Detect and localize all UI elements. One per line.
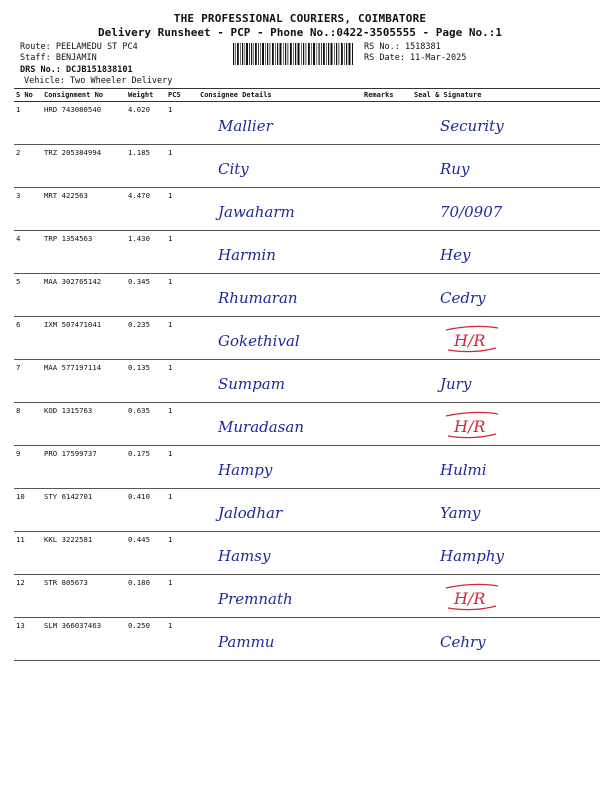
consignee-handwriting (200, 578, 356, 612)
consignee-handwriting (200, 621, 356, 655)
company-title: THE PROFESSIONAL COURIERS, COIMBATORE (173, 12, 427, 25)
row-sno: 3 (14, 188, 42, 231)
consignee-handwriting-text: Mallier (218, 117, 273, 135)
row-pcs: 1 (166, 618, 198, 661)
table-row (14, 446, 600, 489)
row-consignee-signature (198, 188, 362, 231)
row-consignment-no: HRD 743080540 (42, 102, 126, 145)
row-consignee-signature (198, 102, 362, 145)
row-consignee-signature (198, 446, 362, 489)
row-pcs: 1 (166, 532, 198, 575)
row-consignment-no: KOD 1315763 (42, 403, 126, 446)
row-consignee-signature (198, 489, 362, 532)
row-weight: 1.185 (126, 145, 166, 188)
table-row (14, 317, 600, 360)
row-consignee-signature (198, 145, 362, 188)
consignee-handwriting-text: Jalodhar (218, 504, 283, 522)
seal-handwriting (414, 277, 600, 311)
row-weight: 0.345 (126, 274, 166, 317)
row-weight: 4.020 (126, 102, 166, 145)
rs-date: RS Date: 11-Mar-2025 (364, 53, 467, 63)
row-remarks (362, 145, 412, 188)
table-row (14, 360, 600, 403)
seal-handwriting-text: Jury (440, 375, 472, 393)
row-pcs: 1 (166, 575, 198, 618)
col-weight: Weight (126, 89, 166, 102)
row-remarks (362, 489, 412, 532)
row-consignment-no: PRO 17599737 (42, 446, 126, 489)
col-seal-signature: Seal & Signature (412, 89, 600, 102)
consignee-handwriting-text: Sumpam (218, 375, 285, 393)
row-sno: 2 (14, 145, 42, 188)
consignee-handwriting-text: Jawaharm (218, 203, 295, 221)
row-sno: 9 (14, 446, 42, 489)
table-row (14, 274, 600, 317)
route-label: Route: PEELAMEDU ST PC4 (20, 42, 138, 52)
staff-label: Staff: BENJAMIN (20, 53, 97, 63)
row-seal-signature (412, 532, 600, 575)
row-pcs: 1 (166, 274, 198, 317)
consignee-handwriting-text: Premnath (218, 590, 293, 608)
table-row (14, 532, 600, 575)
row-sno: 4 (14, 231, 42, 274)
seal-handwriting (414, 578, 600, 612)
row-consignment-no: MAA 302765142 (42, 274, 126, 317)
table-row (14, 403, 600, 446)
seal-handwriting (414, 406, 600, 440)
row-sno: 6 (14, 317, 42, 360)
col-consignment: Consignment No (42, 89, 126, 102)
row-consignment-no: STY 6142701 (42, 489, 126, 532)
row-consignee-signature (198, 317, 362, 360)
seal-handwriting (414, 363, 600, 397)
row-seal-signature (412, 446, 600, 489)
row-seal-signature (412, 145, 600, 188)
seal-handwriting-text: Cedry (440, 289, 486, 307)
row-remarks (362, 317, 412, 360)
table-row (14, 231, 600, 274)
row-remarks (362, 403, 412, 446)
row-remarks (362, 360, 412, 403)
table-row (14, 188, 600, 231)
consignee-handwriting-text: Harmin (218, 246, 276, 264)
consignee-handwriting (200, 191, 356, 225)
consignee-handwriting-text: Gokethival (218, 332, 300, 350)
row-sno: 13 (14, 618, 42, 661)
consignee-handwriting (200, 234, 356, 268)
barcode-image (232, 43, 354, 65)
row-consignee-signature (198, 532, 362, 575)
runsheet-subtitle: Delivery Runsheet - PCP - Phone No.:0422-3505555 - Page No.:1 (98, 26, 502, 39)
row-weight: 1.430 (126, 231, 166, 274)
table-row (14, 489, 600, 532)
seal-handwriting (414, 191, 600, 225)
row-weight: 0.410 (126, 489, 166, 532)
drs-number: DRS No.: DCJB151838101 (20, 65, 133, 75)
row-consignee-signature (198, 231, 362, 274)
row-pcs: 1 (166, 102, 198, 145)
row-seal-signature (412, 403, 600, 446)
row-remarks (362, 446, 412, 489)
col-remarks: Remarks (362, 89, 412, 102)
row-consignee-signature (198, 403, 362, 446)
row-weight: 4.470 (126, 188, 166, 231)
row-consignee-signature (198, 618, 362, 661)
row-weight: 0.445 (126, 532, 166, 575)
row-pcs: 1 (166, 231, 198, 274)
consignee-handwriting (200, 492, 356, 526)
row-weight: 0.235 (126, 317, 166, 360)
row-consignment-no: TRP 1354563 (42, 231, 126, 274)
table-row (14, 618, 600, 661)
row-pcs: 1 (166, 145, 198, 188)
consignee-handwriting-text: Hamsy (218, 547, 271, 565)
row-seal-signature (412, 231, 600, 274)
seal-handwriting-text: Ruy (440, 160, 470, 178)
row-seal-signature (412, 360, 600, 403)
seal-handwriting-text: Cehry (440, 633, 486, 651)
row-remarks (362, 274, 412, 317)
row-pcs: 1 (166, 489, 198, 532)
row-pcs: 1 (166, 360, 198, 403)
seal-handwriting-text: Hamphy (440, 547, 504, 565)
row-sno: 12 (14, 575, 42, 618)
table-row (14, 145, 600, 188)
consignee-handwriting (200, 363, 356, 397)
row-pcs: 1 (166, 188, 198, 231)
seal-handwriting-text: 70/0907 (440, 203, 503, 221)
row-consignment-no: KKL 3222581 (42, 532, 126, 575)
table-header-row (14, 89, 600, 102)
seal-handwriting-text: Yamy (440, 504, 481, 522)
seal-handwriting (414, 105, 600, 139)
col-consignee: Consignee Details (198, 89, 362, 102)
seal-handwriting-text: Security (440, 117, 504, 135)
seal-handwriting-text: Hey (440, 246, 471, 264)
col-pcs: PCS (166, 89, 198, 102)
row-pcs: 1 (166, 317, 198, 360)
row-sno: 10 (14, 489, 42, 532)
row-remarks (362, 231, 412, 274)
table-row (14, 575, 600, 618)
row-consignee-signature (198, 360, 362, 403)
row-remarks (362, 102, 412, 145)
row-consignee-signature (198, 575, 362, 618)
table-row (14, 102, 600, 145)
row-remarks (362, 532, 412, 575)
runsheet-table (14, 88, 600, 661)
consignee-handwriting-text: City (218, 160, 249, 178)
vehicle-label: Vehicle: Two Wheeler Delivery (24, 76, 173, 86)
seal-handwriting (414, 148, 600, 182)
row-remarks (362, 188, 412, 231)
row-weight: 0.175 (126, 446, 166, 489)
rs-number: RS No.: 1518381 (364, 42, 441, 52)
consignee-handwriting-text: Rhumaran (218, 289, 298, 307)
row-pcs: 1 (166, 403, 198, 446)
row-remarks (362, 575, 412, 618)
row-consignee-signature (198, 274, 362, 317)
seal-handwriting (414, 535, 600, 569)
consignee-handwriting (200, 105, 356, 139)
seal-handwriting-text: H/R (454, 417, 486, 436)
row-seal-signature (412, 489, 600, 532)
row-weight: 0.635 (126, 403, 166, 446)
seal-handwriting (414, 449, 600, 483)
seal-handwriting-text: H/R (454, 331, 486, 350)
row-seal-signature (412, 102, 600, 145)
seal-handwriting-text: Hulmi (440, 461, 487, 479)
row-consignment-no: STR 805673 (42, 575, 126, 618)
consignee-handwriting (200, 148, 356, 182)
consignee-handwriting (200, 535, 356, 569)
row-seal-signature (412, 317, 600, 360)
consignee-handwriting-text: Hampy (218, 461, 273, 479)
consignee-handwriting (200, 406, 356, 440)
consignee-handwriting-text: Pammu (218, 633, 275, 651)
row-weight: 0.135 (126, 360, 166, 403)
row-seal-signature (412, 575, 600, 618)
consignee-handwriting (200, 320, 356, 354)
row-sno: 8 (14, 403, 42, 446)
consignee-handwriting (200, 277, 356, 311)
row-weight: 0.180 (126, 575, 166, 618)
row-seal-signature (412, 188, 600, 231)
row-weight: 0.250 (126, 618, 166, 661)
consignee-handwriting (200, 449, 356, 483)
row-consignment-no: IXM 507471041 (42, 317, 126, 360)
row-consignment-no: SLM 366037463 (42, 618, 126, 661)
seal-handwriting (414, 621, 600, 655)
consignee-handwriting-text: Muradasan (218, 418, 304, 436)
seal-handwriting (414, 234, 600, 268)
row-remarks (362, 618, 412, 661)
row-sno: 11 (14, 532, 42, 575)
row-consignment-no: MRT 422563 (42, 188, 126, 231)
row-sno: 1 (14, 102, 42, 145)
seal-handwriting-text: H/R (454, 589, 486, 608)
seal-handwriting (414, 492, 600, 526)
seal-handwriting (414, 320, 600, 354)
row-sno: 5 (14, 274, 42, 317)
row-consignment-no: MAA 577197114 (42, 360, 126, 403)
col-sno: S No (14, 89, 42, 102)
row-seal-signature (412, 274, 600, 317)
row-seal-signature (412, 618, 600, 661)
row-pcs: 1 (166, 446, 198, 489)
row-consignment-no: TRZ 205384994 (42, 145, 126, 188)
row-sno: 7 (14, 360, 42, 403)
